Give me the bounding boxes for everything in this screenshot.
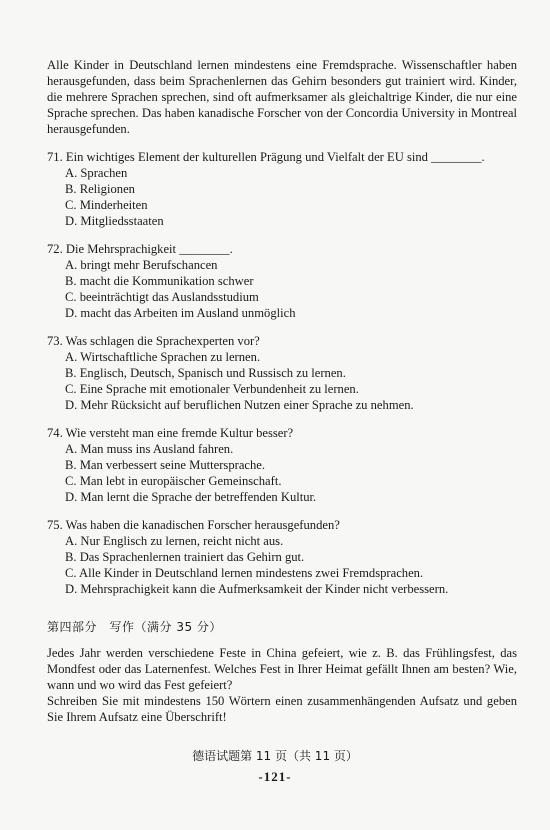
question-stem: 72. Die Mehrsprachigkeit ________.: [47, 242, 233, 256]
option-list: [47, 533, 517, 597]
task-prompt: Jedes Jahr werden verschiedene Feste in China gefeiert, wie z. B. das Frühlingsfest, das Mondfest oder das Laternenfest. Welches Fest in Ihrer Heimat gefällt Ihnen am besten? Wie, wann und wo wird das Fest gefeiert?: [47, 646, 517, 692]
question-stem: 73. Was schlagen die Sprachexperten vor?: [47, 334, 260, 348]
question-stem: 75. Was haben die kanadischen Forscher herausgefunden?: [47, 518, 340, 532]
option-d: D. Mitgliedsstaaten: [65, 214, 164, 228]
option-a: A. bringt mehr Berufschancen: [65, 258, 218, 272]
question-74: [47, 425, 517, 505]
option-c: C. Eine Sprache mit emotionaler Verbundenheit zu lernen.: [65, 382, 359, 396]
page-footer-label: 德语试题第 11 页（共 11 页）: [192, 749, 358, 763]
question-73: [47, 333, 517, 413]
option-a: A. Wirtschaftliche Sprachen zu lernen.: [65, 350, 261, 364]
option-b: B. Englisch, Deutsch, Spanisch und Russisch zu lernen.: [65, 366, 346, 380]
question-75: [47, 517, 517, 597]
option-c: C. Minderheiten: [65, 198, 148, 212]
question-71: [47, 149, 517, 229]
option-a: A. Man muss ins Ausland fahren.: [65, 442, 234, 456]
option-c: C. Man lebt in europäischer Gemeinschaft.: [65, 474, 282, 488]
option-d: D. Man lernt die Sprache der betreffenden Kultur.: [65, 490, 317, 504]
task-instruction: Schreiben Sie mit mindestens 150 Wörtern einen zusammenhängenden Aufsatz und geben Sie Ihrem Aufsatz eine Überschrift!: [47, 694, 517, 724]
option-b: B. Man verbessert seine Muttersprache.: [65, 458, 266, 472]
option-a: A. Sprachen: [65, 166, 128, 180]
option-d: D. Mehr Rücksicht auf beruflichen Nutzen einer Sprache zu nehmen.: [65, 398, 414, 412]
option-list: [47, 349, 517, 413]
option-list: [47, 441, 517, 505]
option-list: [47, 257, 517, 321]
option-d: D. macht das Arbeiten im Ausland unmöglich: [65, 306, 296, 320]
option-c: C. Alle Kinder in Deutschland lernen mindestens zwei Fremdsprachen.: [65, 566, 424, 580]
option-b: B. Das Sprachenlernen trainiert das Gehirn gut.: [65, 550, 305, 564]
question-72: [47, 241, 517, 321]
reading-passage: Alle Kinder in Deutschland lernen mindestens eine Fremdsprache. Wissenschaftler haben herausgefunden, dass beim Sprachenlernen das Gehirn besonders gut trainiert wird. Kinder, die mehrere Sprachen sprechen, sind oft aufmerksamer als gleichaltrige Kinder, die nur eine Sprache sprechen. Das haben kanadische Forscher von der Concordia University in Montreal herausgefunden.: [47, 58, 517, 136]
page-number: -121-: [258, 769, 292, 784]
question-list: [47, 149, 517, 597]
option-list: [47, 165, 517, 229]
page-content: [47, 57, 517, 725]
question-stem: 74. Wie versteht man eine fremde Kultur besser?: [47, 426, 294, 440]
writing-task: [47, 645, 517, 725]
section-heading: 第四部分 写作（满分 35 分）: [47, 620, 222, 634]
option-b: B. macht die Kommunikation schwer: [65, 274, 254, 288]
question-stem: 71. Ein wichtiges Element der kulturellen Prägung und Vielfalt der EU sind ________.: [47, 150, 485, 164]
option-b: B. Religionen: [65, 182, 135, 196]
option-d: D. Mehrsprachigkeit kann die Aufmerksamkeit der Kinder nicht verbessern.: [65, 582, 449, 596]
option-a: A. Nur Englisch zu lernen, reicht nicht aus.: [65, 534, 284, 548]
option-c: C. beeinträchtigt das Auslandsstudium: [65, 290, 259, 304]
